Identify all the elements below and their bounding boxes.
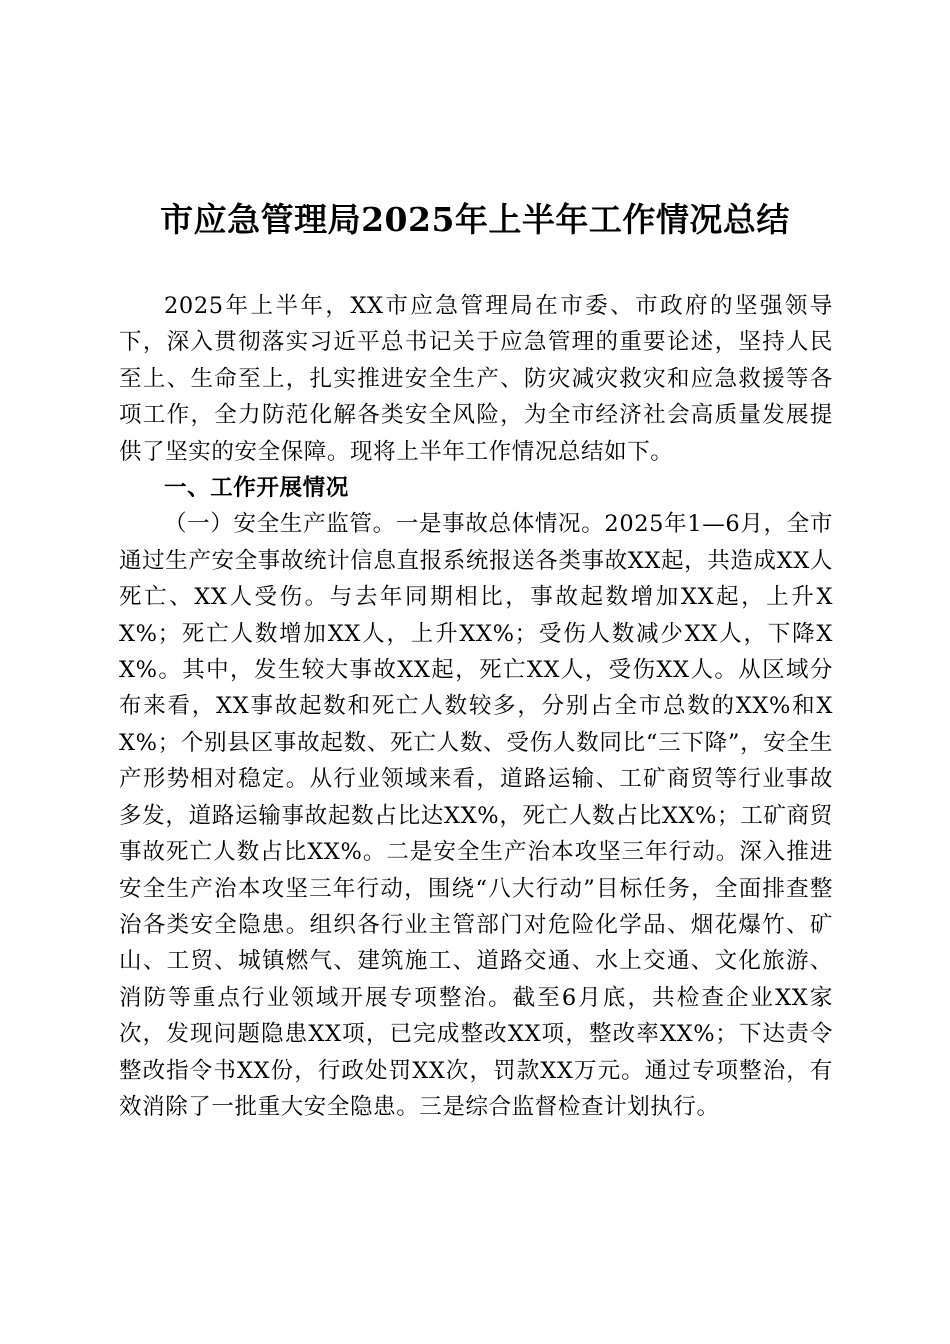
document-body <box>119 288 833 1125</box>
intro-paragraph: 2025年上半年，XX市应急管理局在市委、市政府的坚强领导下，深入贯彻落实习近平总书记关于应急管理的重要论述，坚持人民至上、生命至上，扎实推进安全生产、防灾减灾救灾和应急救援等各项工作，全力防范化解各类安全风险，为全市经济社会高质量发展提供了坚实的安全保障。现将上半年工作情况总结如下。 <box>119 293 833 465</box>
body-paragraph: （一）安全生产监管。一是事故总体情况。2025年1—6月，全市通过生产安全事故统计信息直报系统报送各类事故XX起，共造成XX人死亡、XX人受伤。与去年同期相比，事故起数增加XX起，上升XX%；死亡人数增加XX人，上升XX%；受伤人数减少XX人，下降XX%。其中，发生较大事故XX起，死亡XX人，受伤XX人。从区域分布来看，XX事故起数和死亡人数较多，分别占全市总数的XX%和XX%；个别县区事故起数、死亡人数、受伤人数同比“三下降”，安全生产形势相对稳定。从行业领域来看，道路运输、工矿商贸等行业事故多发，道路运输事故起数占比达XX%，死亡人数占比XX%；工矿商贸事故死亡人数占比XX%。二是安全生产治本攻坚三年行动。深入推进安全生产治本攻坚三年行动，围绕“八大行动”目标任务，全面排查整治各类安全隐患。组织各行业主管部门对危险化学品、烟花爆竹、矿山、工贸、城镇燃气、建筑施工、道路交通、水上交通、文化旅游、消防等重点行业领域开展专项整治。截至6月底，共检查企业XX家次，发现问题隐患XX项，已完成整改XX项，整改率XX%；下达责令整改指令书XX份，行政处罚XX次，罚款XX万元。通过专项整治，有效消除了一批重大安全隐患。三是综合监督检查计划执行。 <box>119 511 833 1120</box>
document-title: 市应急管理局2025年上半年工作情况总结 <box>160 200 790 239</box>
section-heading: 一、工作开展情况 <box>164 475 349 502</box>
